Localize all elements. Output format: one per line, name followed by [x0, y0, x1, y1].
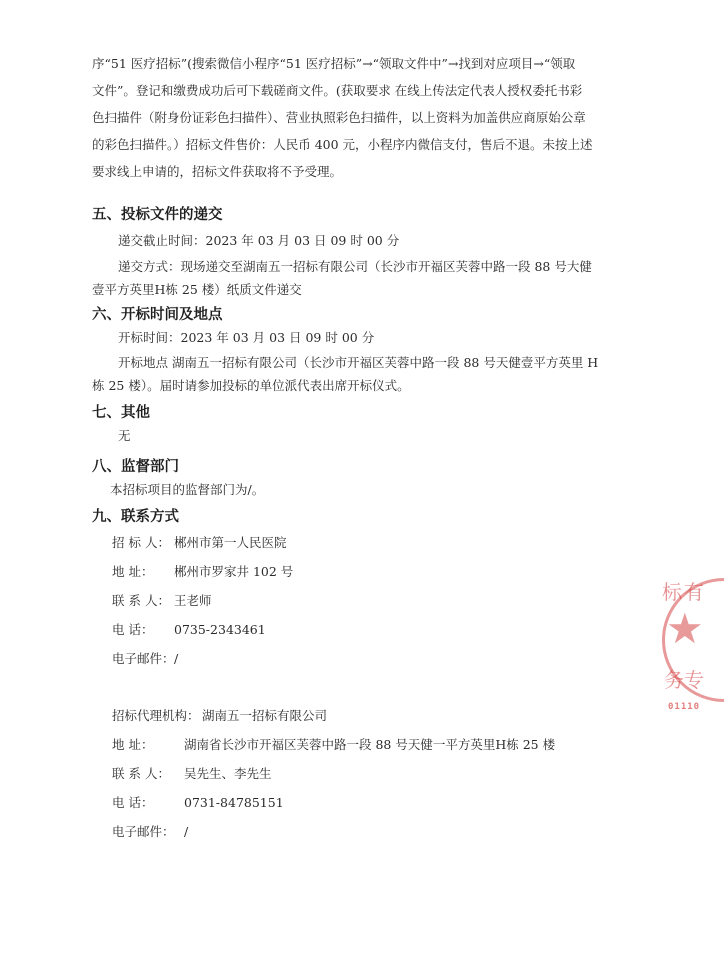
section-heading-contact: 九、联系方式	[92, 509, 179, 525]
contact-label: 电子邮件：	[112, 651, 175, 666]
intro-line: 的彩色扫描件。）招标文件售价：人民币 400 元，小程序内微信支付，售后不退。未按上述	[92, 137, 593, 152]
section-heading-supervision: 八、监督部门	[92, 459, 179, 475]
contact-row	[112, 591, 212, 611]
intro-line: 色扫描件（附身份证彩色扫描件）、营业执照彩色扫描件，以上资料为加盖供应商原始公章	[92, 110, 586, 125]
section-heading-other: 七、其他	[92, 405, 150, 421]
intro-line: 要求线上申请的，招标文件获取将不予受理。	[92, 164, 343, 179]
submission-method-line: 递交方式：现场递交至湖南五一招标有限公司（长沙市开福区芙蓉中路一段 88 号大健	[118, 259, 592, 274]
agency-row	[112, 822, 188, 842]
submission-method-line: 壹平方英里H栋 25 楼）纸质文件递交	[92, 282, 302, 297]
agency-row	[112, 764, 272, 784]
section-heading-bid-submission: 五、投标文件的递交	[92, 207, 223, 223]
seal-text-top: 标有	[662, 580, 706, 604]
agency-value: 0731-84785151	[184, 795, 284, 810]
opening-place-line: 栋 25 楼）。届时请参加投标的单位派代表出席开标仪式。	[92, 378, 410, 393]
contact-label: 招 标 人：	[112, 535, 170, 550]
intro-paragraph	[92, 52, 632, 183]
opening-time: 开标时间：2023 年 03 月 03 日 09 时 00 分	[118, 330, 375, 345]
contact-value: /	[174, 651, 179, 666]
star-icon: ★	[666, 604, 704, 653]
other-content: 无	[118, 428, 131, 443]
contact-row	[112, 533, 287, 553]
contact-row	[112, 562, 293, 582]
section-heading-bid-opening: 六、开标时间及地点	[92, 307, 223, 323]
agency-value: 吴先生、李先生	[184, 766, 272, 781]
contact-value: 王老师	[174, 593, 212, 608]
agency-value: 湖南五一招标有限公司	[202, 708, 328, 723]
contact-row	[112, 620, 266, 640]
contact-label: 联 系 人：	[112, 593, 170, 608]
agency-label: 招标代理机构：	[112, 708, 200, 723]
official-seal	[640, 560, 724, 720]
supervision-content: 本招标项目的监督部门为/。	[110, 482, 265, 497]
agency-row	[112, 793, 284, 813]
agency-label: 电 话：	[112, 795, 154, 810]
seal-text-bottom: 务专	[664, 668, 704, 692]
contact-value: 郴州市罗家井 102 号	[174, 564, 294, 579]
contact-row	[112, 649, 178, 669]
agency-value: 湖南省长沙市开福区芙蓉中路一段 88 号天健一平方英里H栋 25 楼	[184, 737, 556, 752]
contact-value: 郴州市第一人民医院	[174, 535, 287, 550]
opening-place-line: 开标地点 湖南五一招标有限公司（长沙市开福区芙蓉中路一段 88 号天健壹平方英里 H	[118, 355, 599, 370]
agency-label: 地 址：	[112, 737, 154, 752]
agency-label: 联 系 人：	[112, 766, 170, 781]
submission-deadline: 递交截止时间：2023 年 03 月 03 日 09 时 00 分	[118, 233, 400, 248]
intro-line: 序“51 医疗招标”(搜索微信小程序“51 医疗招标”→“领取文件中”→找到对应项目→“领取	[92, 56, 576, 71]
intro-line: 文件”。登记和缴费成功后可下载磋商文件。(获取要求 在线上传法定代表人授权委托书彩	[92, 83, 583, 98]
agency-label: 电子邮件：	[112, 824, 175, 839]
contact-label: 地 址：	[112, 564, 154, 579]
agency-value: /	[184, 824, 189, 839]
contact-value: 0735-2343461	[174, 622, 266, 637]
agency-row	[112, 735, 555, 755]
seal-number: 01110	[668, 702, 701, 712]
contact-label: 电 话：	[112, 622, 154, 637]
agency-row	[112, 706, 327, 726]
